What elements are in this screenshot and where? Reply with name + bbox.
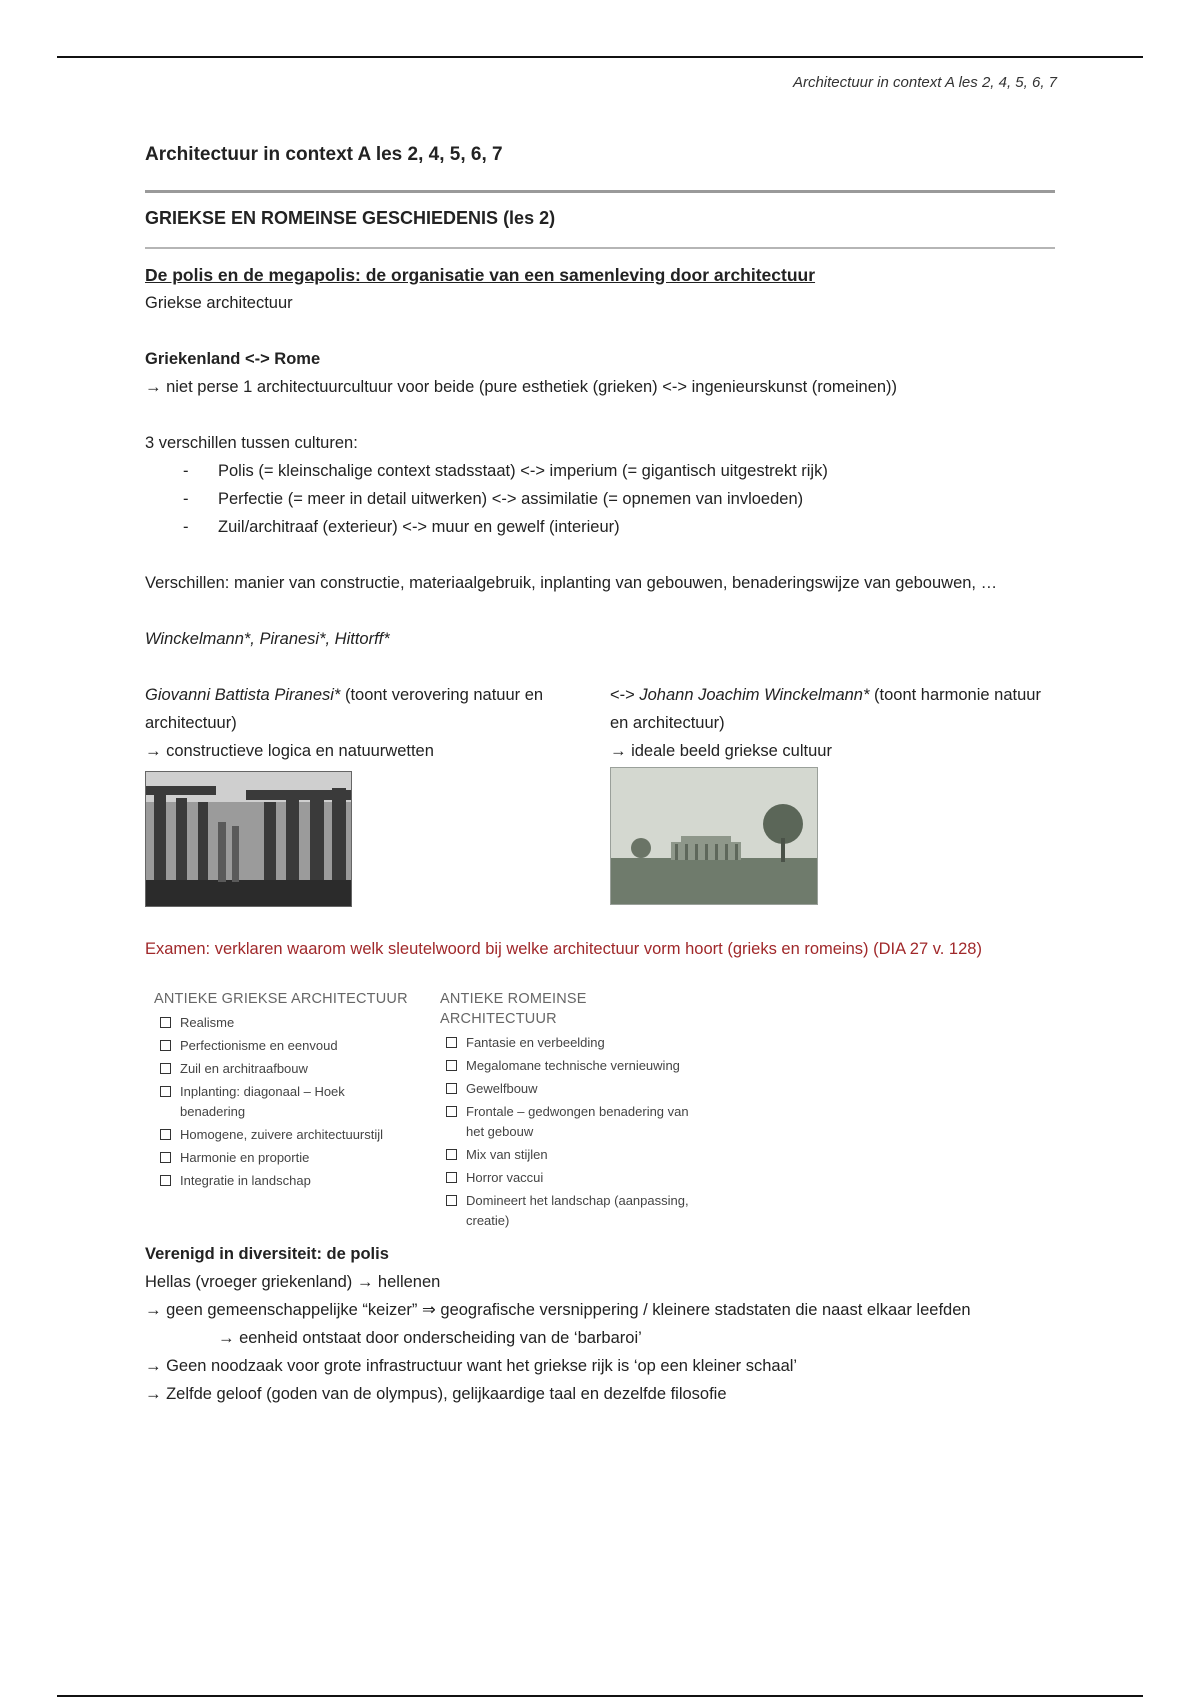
intro-text: Griekse architectuur — [145, 294, 293, 312]
list-item: Gewelfbouw — [446, 1079, 700, 1099]
comparison-columns — [145, 681, 1055, 907]
greece-rome-heading: Griekenland <-> Rome — [145, 350, 321, 368]
polis-heading: Verenigd in diversiteit: de polis — [145, 1245, 389, 1263]
names-line: Winckelmann*, Piranesi*, Hittorff* — [145, 630, 390, 648]
winckelmann-line: → ideale beeld griekse cultuur — [610, 742, 832, 760]
running-header: Architectuur in context A les 2, 4, 5, 6, 7 — [792, 74, 1057, 91]
temple-landscape-illustration — [611, 768, 817, 904]
list-item: Homogene, zuivere architectuurstijl — [160, 1125, 412, 1145]
list-item: Frontale – gedwongen benadering van het gebouw — [446, 1102, 700, 1142]
winckelmann-landscape-image — [610, 767, 818, 905]
title-divider — [145, 190, 1055, 193]
list-item: Mix van stijlen — [446, 1145, 700, 1165]
greek-architecture-column — [154, 989, 412, 1234]
winckelmann-column — [610, 681, 1055, 907]
list-item: Inplanting: diagonaal – Hoek benadering — [160, 1082, 412, 1122]
polis-line-3: → eenheid ontstaat door onderscheiding van de ‘barbaroi’ — [218, 1329, 642, 1347]
polis-line-5: → Zelfde geloof (goden van de olympus), gelijkaardige taal en dezelfde filosofie — [145, 1385, 727, 1403]
list-item: Integratie in landschap — [160, 1171, 412, 1191]
list-item: Horror vaccui — [446, 1168, 700, 1188]
list-item: Megalomane technische vernieuwing — [446, 1056, 700, 1076]
document-title: Architectuur in context A les 2, 4, 5, 6, 7 — [145, 144, 503, 165]
greek-architecture-title: ANTIEKE GRIEKSE ARCHITECTUUR — [154, 991, 408, 1007]
piranesi-engraving-image — [145, 771, 352, 907]
list-item: Fantasie en verbeelding — [446, 1033, 700, 1053]
list-item: Realisme — [160, 1013, 412, 1033]
piranesi-name: Giovanni Battista Piranesi* — [145, 686, 341, 704]
section-title: GRIEKSE EN ROMEINSE GESCHIEDENIS (les 2) — [145, 208, 556, 228]
roman-architecture-title: ANTIEKE ROMEINSE ARCHITECTUUR — [440, 991, 587, 1027]
temple-ruins-illustration — [146, 772, 351, 906]
differences-intro: 3 verschillen tussen culturen: — [145, 434, 358, 452]
roman-architecture-list — [440, 1033, 700, 1231]
list-item: - Perfectie (= meer in detail uitwerken) <-> assimilatie (= opnemen van invloeden) — [183, 485, 1055, 513]
greece-rome-line: → niet perse 1 architectuurcultuur voor beide (pure esthetiek (grieken) <-> ingenieurskunst (romeinen)) — [145, 378, 898, 396]
exam-note: Examen: verklaren waarom welk sleutelwoord bij welke architectuur vorm hoort (grieks en romeins) (DIA 27 v. 128) — [145, 940, 982, 958]
winckelmann-name: Johann Joachim Winckelmann* — [639, 686, 870, 704]
section-divider — [145, 247, 1055, 249]
roman-architecture-column — [440, 989, 700, 1234]
piranesi-desc: (toont verovering natuur en architectuur) — [145, 686, 544, 732]
list-item: Zuil en architraafbouw — [160, 1059, 412, 1079]
top-rule — [57, 56, 1143, 58]
polis-line-2: → geen gemeenschappelijke “keizer” ⇒ geografische versnippering / kleinere stadstaten die naast elkaar leefden — [145, 1301, 971, 1319]
piranesi-line: → constructieve logica en natuurwetten — [145, 742, 434, 760]
list-item: Harmonie en proportie — [160, 1148, 412, 1168]
differences-list — [145, 457, 1055, 541]
architecture-comparison — [145, 989, 1055, 1234]
sub-title: De polis en de megapolis: de organisatie van een samenleving door architectuur — [145, 265, 816, 285]
list-item: Domineert het landschap (aanpassing, creatie) — [446, 1191, 700, 1231]
list-item: Perfectionisme en eenvoud — [160, 1036, 412, 1056]
winckelmann-prefix: <-> — [610, 686, 640, 704]
polis-line-4: → Geen noodzaak voor grote infrastructuur want het griekse rijk is ‘op een kleiner schaal’ — [145, 1357, 798, 1375]
list-item: - Polis (= kleinschalige context stadsstaat) <-> imperium (= gigantisch uitgestrekt rijk) — [183, 457, 1055, 485]
verschillen-text: Verschillen: manier van constructie, materiaalgebruik, inplanting van gebouwen, benaderingswijze van gebouwen, … — [145, 574, 998, 592]
list-item: - Zuil/architraaf (exterieur) <-> muur en gewelf (interieur) — [183, 513, 1055, 541]
piranesi-column — [145, 681, 590, 907]
document-body — [145, 140, 1055, 1408]
polis-line-1: Hellas (vroeger griekenland) → hellenen — [145, 1273, 441, 1291]
greek-architecture-list — [154, 1013, 412, 1191]
winckelmann-desc: (toont harmonie natuur en architectuur) — [610, 686, 1041, 732]
bottom-rule — [57, 1695, 1143, 1697]
